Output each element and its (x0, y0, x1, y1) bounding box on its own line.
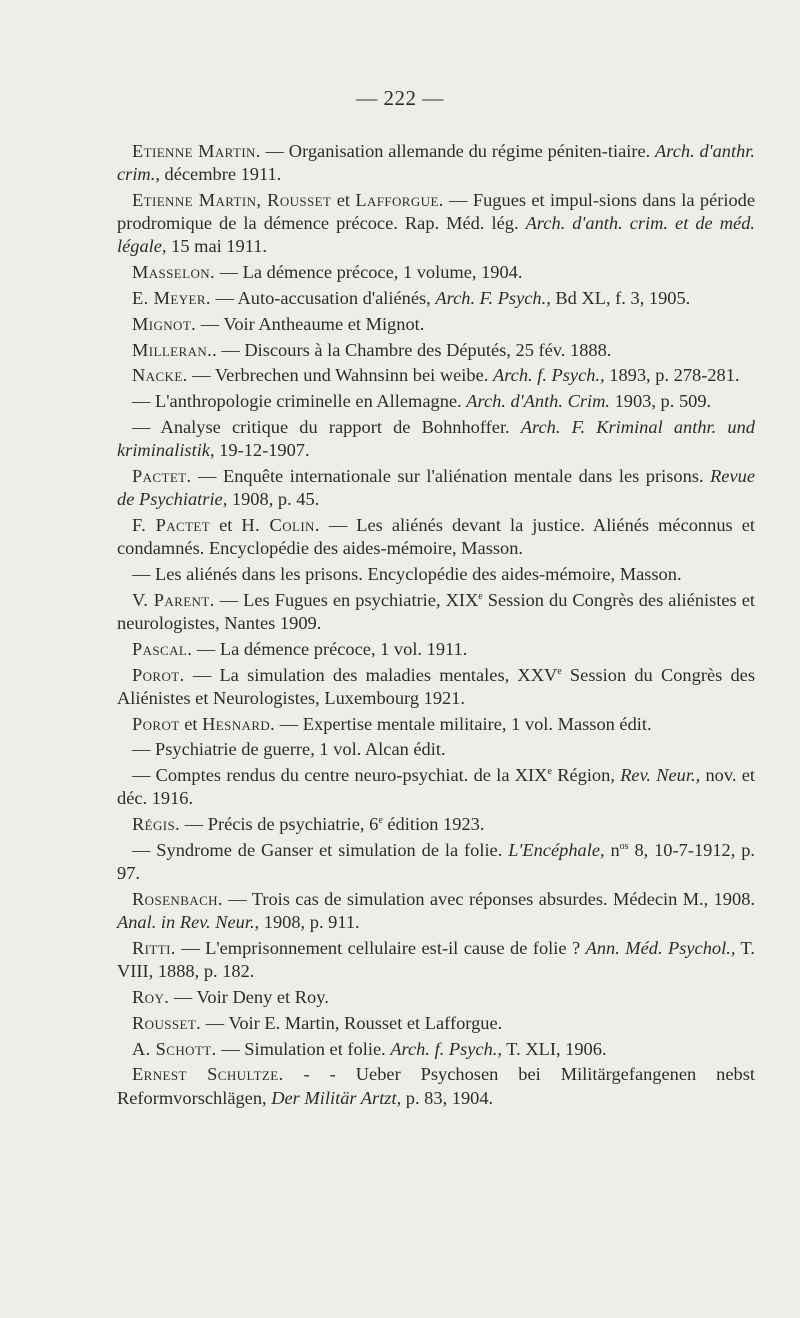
entry-source: Arch. d'Anth. Crim. (466, 391, 610, 412)
bibliography-entry (117, 287, 755, 310)
bibliography-entry (117, 986, 755, 1009)
entry-author: Nacke. (132, 365, 188, 386)
entry-title: — Syndrome de Ganser et simulation de la folie. (132, 839, 509, 860)
entry-superscript: e (547, 766, 552, 778)
bibliography-entry (117, 738, 755, 761)
entry-coauthor: Lafforgue. (355, 190, 444, 210)
entry-title: — Comptes rendus du centre neuro-psychiat. de la XIX (132, 765, 548, 786)
entry-details: 1908, p. 911. (259, 912, 360, 933)
bibliography-entry (117, 638, 755, 661)
bibliography-entry (117, 261, 755, 284)
entry-author: Porot. (132, 664, 185, 685)
entry-details: 15 mai 1911. (166, 236, 268, 257)
entry-coauthor: Hesnard. (202, 713, 276, 734)
bibliography-entry (117, 1038, 755, 1061)
bibliography-entry (117, 563, 755, 586)
entry-source: Anal. in Rev. Neur., (117, 912, 260, 933)
entry-details: Région, (551, 765, 621, 786)
entry-title: — Expertise mentale militaire, 1 vol. Masson édit. (275, 713, 652, 734)
entry-details: p. 83, 1904. (401, 1087, 494, 1108)
entry-source: Arch. F. Psych., (435, 288, 551, 308)
entry-title: — Voir E. Martin, Rousset et Lafforgue. (201, 1012, 503, 1033)
entry-author: Rosenbach. (132, 888, 223, 909)
bibliography-entry (117, 839, 755, 885)
bibliography-entry (117, 390, 755, 413)
entry-details: , décembre 1911. (155, 164, 282, 185)
entry-source: Rev. Neur., (620, 765, 701, 786)
entry-title: — Analyse critique du rapport de Bohnhoffer. (132, 416, 521, 437)
entry-source: Arch. F. Kriminal anthr. und kriminalistik, (117, 416, 755, 461)
entry-source: Arch. d'anthr. crim. (117, 141, 755, 185)
entry-source: Ann. Méd. Psychol., (585, 937, 736, 958)
entry-title: — Enquête internationale sur l'aliénation mentale dans les prisons. (191, 465, 711, 486)
bibliography-entry (117, 313, 755, 336)
bibliography-entry (117, 937, 755, 983)
entry-details: 1893, p. 278-281. (604, 365, 740, 386)
entry-author: Mignot. (132, 313, 197, 334)
bibliography-entry (117, 514, 755, 560)
entry-title: — Verbrechen und Wahnsinn bei weibe. (187, 365, 493, 386)
entry-title: — Les aliénés devant la justice. Aliénés méconnus et condamnés. Encyclopédie des aides-mémoire, Masson. (117, 514, 755, 559)
entry-author: Rousset. (132, 1012, 202, 1033)
entry-title: — Psychiatrie de guerre, 1 vol. Alcan édit. (132, 739, 446, 760)
entry-title: - - Ueber Psychosen bei Militärgefangenen nebst Reformvorschlägen, (117, 1064, 755, 1108)
entry-title: — La démence précoce, 1 vol. 1911. (192, 638, 468, 659)
entry-superscript: e (378, 815, 383, 827)
entry-author: Milleran. (132, 339, 213, 360)
entry-author: Etienne Martin. (132, 141, 261, 161)
entry-title: — La démence précoce, 1 volume, 1904. (215, 262, 523, 283)
entry-details: 1908, p. 45. (227, 489, 320, 510)
entry-author: V. Parent. (132, 589, 215, 610)
entry-details: Session du Congrès des Aliénistes et Neurologistes, Luxembourg 1921. (117, 664, 755, 708)
entry-title: — Voir Deny et Roy. (169, 986, 329, 1007)
entry-author: Ernest Schultze. (132, 1064, 284, 1085)
entry-details: nov. et déc. 1916. (117, 765, 755, 809)
entry-title: — Auto-accusation d'aliénés, (210, 288, 436, 308)
entry-details: 19-12-1907. (214, 440, 310, 461)
bibliography-entry (117, 339, 755, 362)
entry-author: Pactet. (132, 465, 192, 486)
bibliography-entry (117, 713, 755, 736)
entry-title: — Précis de psychiatrie, 6 (180, 814, 379, 835)
bibliography-entry (117, 465, 755, 511)
entry-details: T. XLI, 1906. (502, 1038, 607, 1059)
entry-author: Pascal. (132, 638, 193, 659)
entry-author: Ritti. (132, 937, 176, 958)
entry-title: — L'anthropologie criminelle en Allemagne. (132, 391, 467, 412)
entry-author: Roy. (132, 986, 170, 1007)
entry-title: — Trois cas de simulation avec réponses absurdes. Médecin M., 1908. (222, 888, 755, 909)
bibliography-entry (117, 888, 755, 934)
entry-details: n (604, 839, 620, 860)
bibliography-entry (117, 764, 755, 810)
entry-title: — Organisation allemande du régime péniten-tiaire. (260, 141, 656, 161)
entry-title: — La simulation des maladies mentales, XXV (184, 664, 558, 685)
bibliography-list (117, 140, 755, 1112)
bibliography-entry (117, 589, 755, 635)
entry-superscript: os (619, 840, 629, 852)
entry-details: Session du Congrès des aliénistes et neurologistes, Nantes 1909. (117, 589, 756, 633)
entry-author: E. Meyer. (132, 288, 211, 308)
entry-details: Bd XL, f. 3, 1905. (550, 288, 691, 308)
entry-details: T. VIII, 1888, p. 182. (117, 937, 756, 982)
entry-source: Arch. f. Psych., (390, 1038, 502, 1059)
entry-source: Der Militär Artzt, (271, 1087, 402, 1108)
entry-coauthor: H. Colin. (241, 514, 320, 535)
entry-conjunction: et (331, 190, 356, 210)
entry-source: Arch. f. Psych., (492, 365, 605, 386)
entry-source: Revue de Psychiatrie, (117, 465, 755, 510)
entry-title: — Simulation et folie. (216, 1038, 391, 1059)
entry-author: Régis. (132, 814, 181, 835)
entry-title: — Fugues et impul-sions dans la période prodromique de la démence précoce. Rap. Méd. lég. (117, 190, 756, 234)
entry-title: — Les Fugues en psychiatrie, XIX (214, 589, 479, 610)
bibliography-entry (117, 1012, 755, 1035)
entry-title: . — Discours à la Chambre des Députés, 25 fév. 1888. (212, 339, 612, 360)
entry-conjunction: et (210, 514, 242, 535)
entry-superscript: e (557, 665, 562, 677)
bibliography-entry (117, 1063, 755, 1109)
entry-conjunction: et (179, 713, 203, 734)
entry-title: — Les aliénés dans les prisons. Encyclopédie des aides-mémoire, Masson. (132, 563, 682, 584)
bibliography-entry (117, 664, 755, 710)
bibliography-entry (117, 189, 755, 259)
entry-details: 8, 10-7-1912, p. 97. (117, 839, 755, 884)
bibliography-entry (117, 813, 755, 836)
entry-source: L'Encéphale, (508, 839, 605, 860)
page-number: — 222 — (356, 86, 444, 110)
entry-details: 1903, p. 509. (609, 391, 712, 412)
entry-superscript: e (478, 590, 483, 602)
bibliography-entry (117, 364, 755, 387)
entry-source: Arch. d'anth. crim. et de méd. légale, (117, 213, 755, 257)
entry-author: F. Pactet (132, 514, 211, 535)
bibliography-entry (117, 140, 755, 186)
entry-details: édition 1923. (382, 814, 485, 835)
entry-author: A. Schott. (132, 1038, 217, 1059)
entry-author: Etienne Martin, Rousset (132, 190, 332, 210)
entry-author: Porot (132, 713, 180, 734)
entry-author: Masselon. (132, 262, 216, 283)
bibliography-entry (117, 416, 755, 462)
entry-title: — L'emprisonnement cellulaire est-il cause de folie ? (175, 937, 586, 958)
entry-title: — Voir Antheaume et Mignot. (196, 313, 425, 334)
